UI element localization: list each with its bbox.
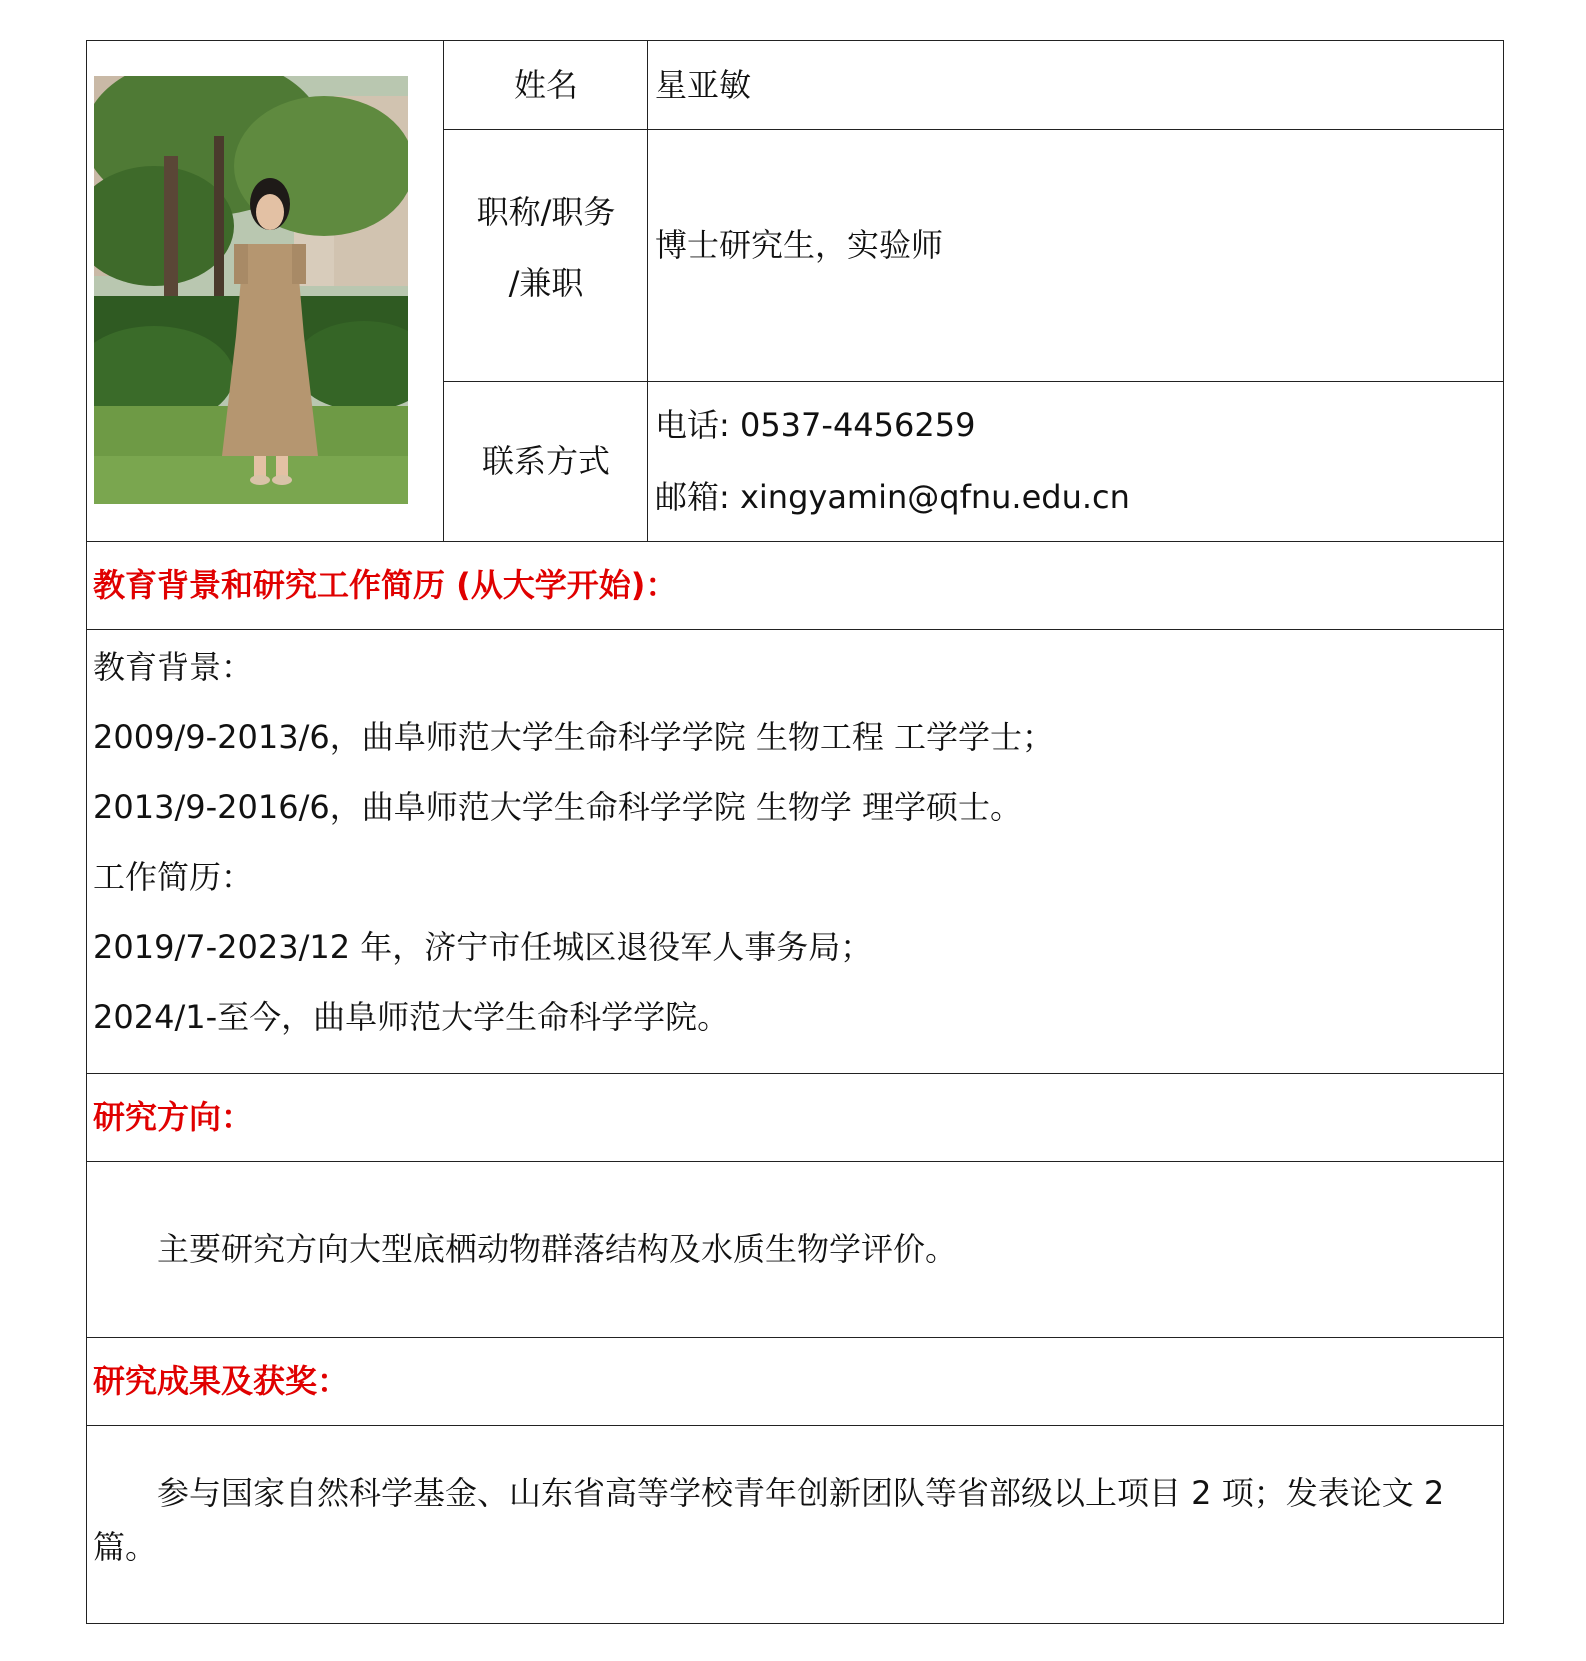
profile-table [86, 40, 1504, 1624]
education-line: 工作简历： [93, 858, 254, 896]
education-heading: 教育背景和研究工作简历 (从大学开始)： [93, 566, 678, 604]
divider [87, 1161, 1503, 1162]
phone-value: 电话: 0537-4456259 [655, 406, 976, 444]
divider [87, 1425, 1503, 1426]
title-label-line1: 职称/职务 [476, 193, 616, 231]
divider [87, 629, 1503, 630]
education-line: 2009/9-2013/6，曲阜师范大学生命科学学院 生物工程 工学学士； [93, 718, 1055, 756]
profile-photo [94, 76, 408, 504]
portrait-image [94, 76, 408, 504]
education-line: 2013/9-2016/6，曲阜师范大学生命科学学院 生物学 理学硕士。 [93, 788, 1023, 826]
achievements-line1: 参与国家自然科学基金、山东省高等学校青年创新团队等省部级以上项目 2 项；发表论文 2 [157, 1474, 1445, 1512]
title-label-line2: /兼职 [508, 264, 584, 302]
divider [647, 41, 648, 541]
research-text: 主要研究方向大型底栖动物群落结构及水质生物学评价。 [157, 1230, 958, 1268]
divider [443, 381, 1503, 382]
education-line: 教育背景： [93, 648, 254, 686]
name-label: 姓名 [513, 66, 578, 104]
title-value: 博士研究生，实验师 [655, 226, 944, 264]
research-heading: 研究方向： [93, 1098, 254, 1136]
education-line: 2024/1-至今，曲阜师范大学生命科学学院。 [93, 998, 730, 1036]
divider [87, 541, 1503, 542]
contact-label: 联系方式 [481, 442, 610, 480]
name-value: 星亚敏 [655, 66, 752, 104]
achievements-heading: 研究成果及获奖： [93, 1362, 350, 1400]
divider [443, 129, 1503, 130]
divider [87, 1337, 1503, 1338]
education-line: 2019/7-2023/12 年，济宁市任城区退役军人事务局； [93, 928, 873, 966]
achievements-line2: 篇。 [93, 1528, 158, 1566]
divider [87, 1073, 1503, 1074]
divider [443, 41, 444, 541]
email-value: 邮箱: xingyamin@qfnu.edu.cn [655, 478, 1130, 516]
